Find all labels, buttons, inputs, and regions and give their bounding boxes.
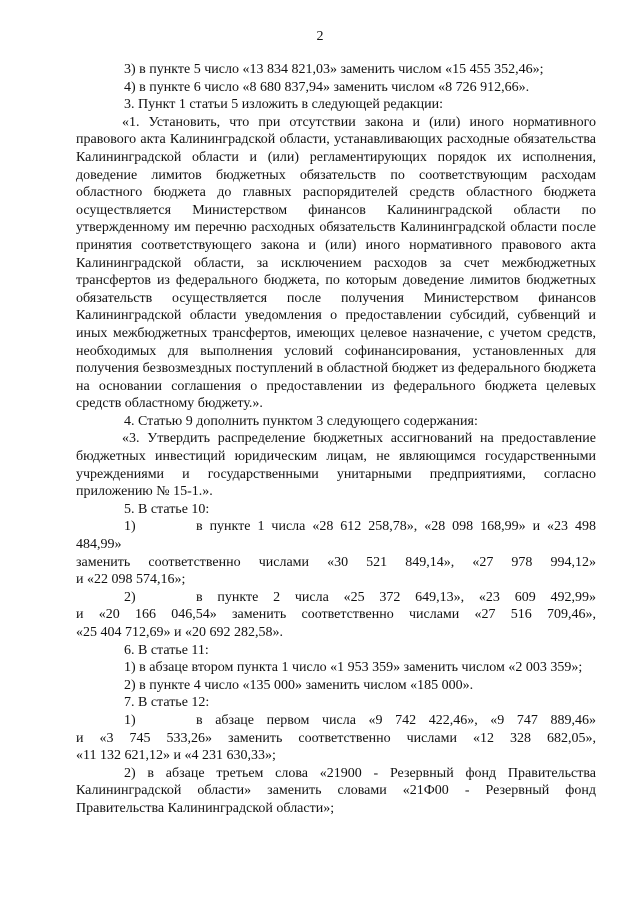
- paragraph-article-12-item-1: [76, 712, 596, 765]
- line: [76, 589, 596, 607]
- paragraph-item-3: 3) в пункте 5 число «13 834 821,03» заменить числом «15 455 352,46»;: [124, 62, 544, 77]
- paragraph-item-4: 4) в пункте 6 число «8 680 837,94» заменить числом «8 726 912,66».: [124, 79, 530, 95]
- paragraph-article-10-item-1: [76, 518, 596, 588]
- item-number: 1): [124, 519, 136, 535]
- line: и «3 745 533,26» заменить соответственно числами «12 328 682,05»,: [76, 730, 596, 746]
- line: «25 404 712,69» и «20 692 282,58».: [76, 625, 283, 640]
- line: заменить соответственно числами «30 521 849,14», «27 978 994,12»: [76, 554, 596, 570]
- paragraph-point-7: 7. В статье 12:: [124, 695, 210, 711]
- line: [76, 518, 596, 553]
- paragraph-article-10-item-2: [76, 589, 596, 642]
- paragraph-point-4: 4. Статью 9 дополнить пунктом 3 следующего содержания:: [124, 413, 478, 429]
- page-number: 2: [316, 29, 324, 44]
- line: [76, 712, 596, 730]
- paragraph-article-11-item-2: 2) в пункте 4 число «135 000» заменить числом «185 000».: [124, 677, 474, 693]
- item-number: 2): [124, 589, 136, 605]
- line-text: в пункте 2 числа «25 372 649,13», «23 609 492,99»: [196, 589, 596, 605]
- line: и «22 098 574,16»;: [76, 572, 186, 588]
- document-body: [76, 61, 596, 818]
- paragraph-point-3: 3. Пункт 1 статьи 5 изложить в следующей редакции:: [124, 97, 443, 113]
- paragraph-article-5-text: «1. Установить, что при отсутствии закона и (или) иного нормативного правового акта Калининградской области, устанавливающих расходные обязательства Калининградской области и (или) регламентирующих порядок их исполнения, доведение лимитов бюджетных обязательств по соответствующим расходам областного бюджета до главных распорядителей средств областного бюджета осуществляется Министерством финансов Калининградской области по утвержденному им перечню расходных обязательств Калининградской области после принятия соответствующего закона и (или) иного нормативного правового акта Калининградской области, за исключением расходов за счет межбюджетных трансфертов из федерального бюджета, по которым доведение лимитов бюджетных обязательств осуществляется после получения Министерством финансов Калининградской области уведомления о предоставлении субсидий, субвенций и иных межбюджетных трансфертов, имеющих целевое назначение, с учетом средств, необходимых для выполнения условий софинансирования, установленных для получения безвозмездных поступлений в областной бюджет из федерального бюджета на основании соглашения о предоставлении из федерального бюджета целевых средств областному бюджету.».: [76, 114, 596, 412]
- line: «11 132 621,12» и «4 231 630,33»;: [76, 748, 276, 764]
- line-text: в пункте 1 числа «28 612 258,78», «28 098 168,99» и «23 498 484,99»: [76, 519, 596, 553]
- paragraph-point-5: 5. В статье 10:: [124, 501, 210, 517]
- paragraph-article-12-item-2: 2) в абзаце третьем слова «21900 - Резервный фонд Правительства Калининградской области» заменить словами «21Ф00 - Резервный фонд Правительства Калининградской области»;: [76, 765, 596, 816]
- paragraph-article-9-text: «3. Утвердить распределение бюджетных ассигнований на предоставление бюджетных инвестиций юридическим лицам, не являющимся государственными учреждениями и государственными унитарными предприятиями, согласно приложению № 15-1.».: [76, 431, 596, 500]
- line-text: в абзаце первом числа «9 742 422,46», «9 747 889,46»: [196, 712, 596, 728]
- item-number: 1): [124, 712, 136, 728]
- paragraph-article-11-item-1: 1) в абзаце втором пункта 1 число «1 953 359» заменить числом «2 003 359»;: [124, 660, 583, 676]
- line: и «20 166 046,54» заменить соответственно числами «27 516 709,46»,: [76, 607, 596, 623]
- paragraph-point-6: 6. В статье 11:: [124, 642, 209, 658]
